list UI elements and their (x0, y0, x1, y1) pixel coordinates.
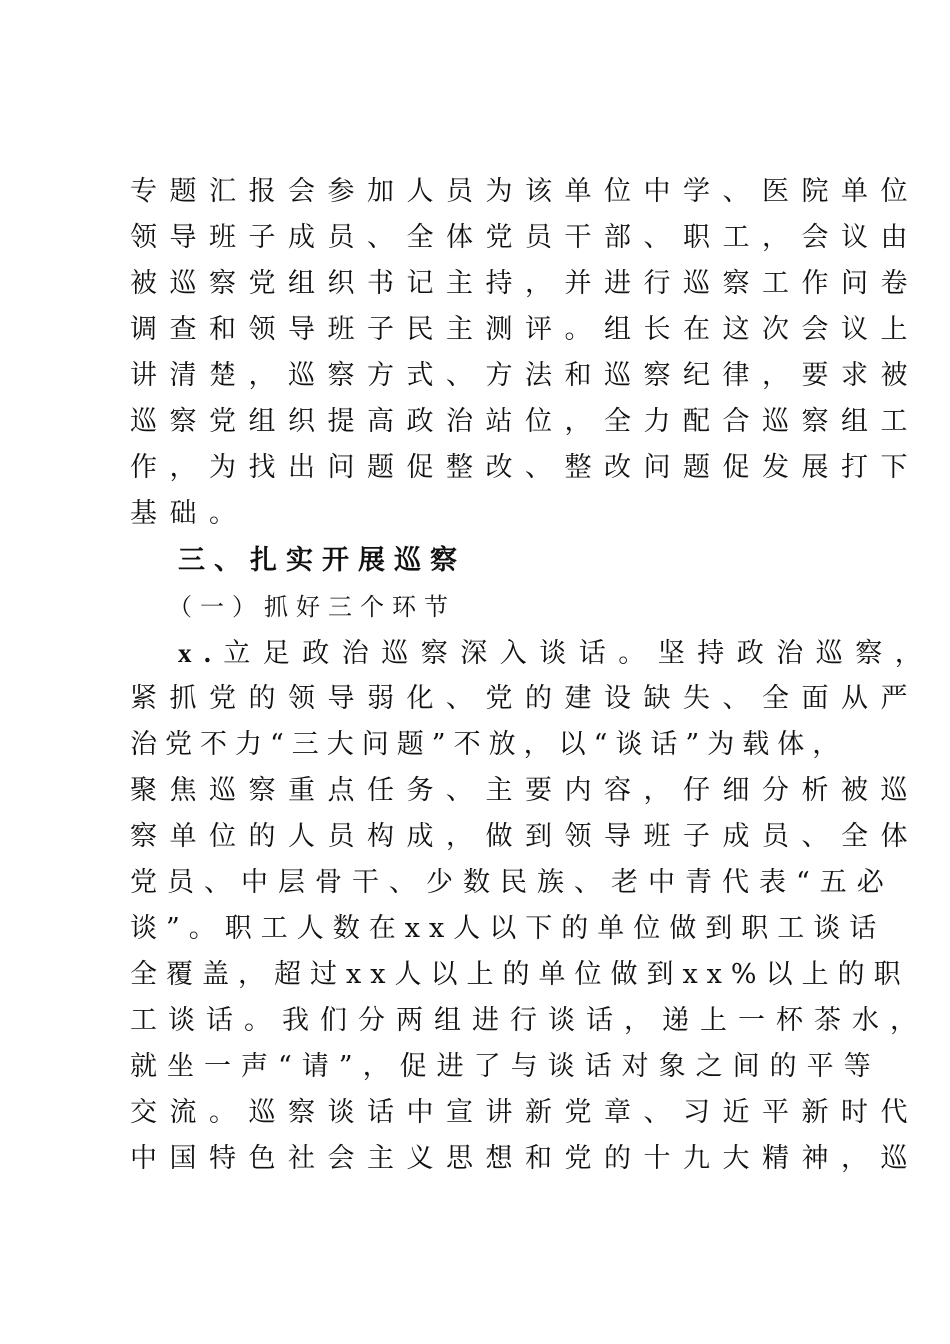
paragraph-line: 全覆盖，超过xx人以上的单位做到xx%以上的职 (130, 959, 910, 990)
item-line (178, 633, 935, 673)
paragraph-line: 讲清楚，巡察方式、方法和巡察纪律，要求被 (130, 360, 920, 391)
paragraph-line: 专题汇报会参加人员为该单位中学、医院单位 (130, 176, 920, 207)
paragraph-line: 领导班子成员、全体党员干部、职工，会议由 (130, 222, 920, 253)
paragraph-line: 中国特色社会主义思想和党的十九大精神，巡 (130, 1143, 920, 1174)
item-number: x. (178, 638, 224, 668)
paragraph-line: 治党不力“三大问题”不放，以“谈话”为载体， (130, 729, 848, 760)
paragraph-line: 基础。 (130, 498, 249, 529)
paragraph-line: 巡察党组织提高政治站位，全力配合巡察组工 (130, 406, 920, 437)
paragraph-line: 交流。巡察谈话中宣讲新党章、习近平新时代 (130, 1097, 920, 1128)
section-heading: 三、扎实开展巡察 (178, 545, 466, 576)
paragraph-line: 党员、中层骨干、少数民族、老中青代表“五必 (130, 867, 894, 898)
paragraph-line: 调查和领导班子民主测评。组长在这次会议上 (130, 314, 920, 345)
subsection-heading: （一）抓好三个环节 (168, 593, 456, 621)
paragraph-line: 被巡察党组织书记主持，并进行巡察工作问卷 (130, 268, 920, 299)
paragraph-line: 谈”。职工人数在xx人以下的单位做到职工谈话 (130, 913, 886, 944)
paragraph-line: 作，为找出问题促整改、整改问题促发展打下 (130, 452, 920, 483)
paragraph-line: 就坐一声“请”，促进了与谈话对象之间的平等 (130, 1051, 881, 1082)
paragraph-line: 立足政治巡察深入谈话。坚持政治巡察， (223, 638, 935, 669)
paragraph-line: 紧抓党的领导弱化、党的建设缺失、全面从严 (130, 683, 920, 714)
paragraph-line: 聚焦巡察重点任务、主要内容，仔细分析被巡 (130, 775, 920, 806)
paragraph-line: 察单位的人员构成，做到领导班子成员、全体 (130, 821, 920, 852)
paragraph-line: 工谈话。我们分两组进行谈话，递上一杯茶水， (130, 1005, 928, 1036)
